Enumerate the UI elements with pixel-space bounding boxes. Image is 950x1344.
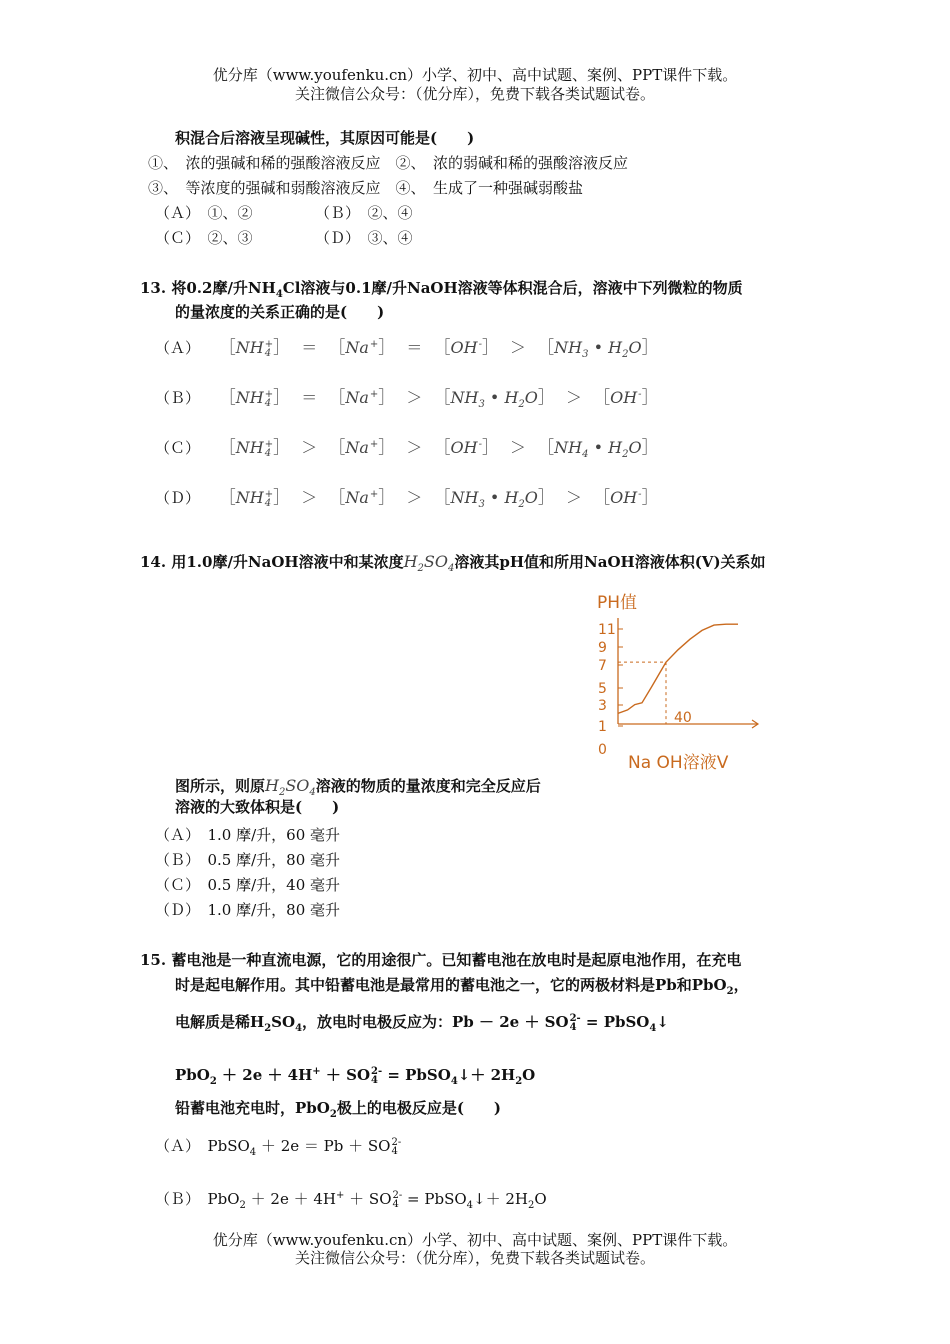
q13-stem-line-2: 的量浓度的关系正确的是( ) [175, 303, 385, 321]
q13-stem-part-b: Cl溶液与0.1摩/升NaOH溶液等体积混合后，溶液中下列微粒的物质 [282, 279, 743, 297]
q12-option-row-2: ③、 等浓度的强碱和弱酸溶液反应 ④、 生成了一种强碱弱酸盐 [148, 179, 584, 197]
x-tick-label: 40 [674, 710, 692, 726]
q14-number: 14. [140, 553, 167, 571]
q13-stem-line-1 [140, 278, 743, 305]
footer-line-2: 关注微信公众号：（优分库），免费下载各类试题试卷。 [294, 1249, 655, 1267]
y-tick-label: 1 [598, 719, 607, 735]
header-line-1: 优分库（www.youfenku.cn）小学、初中、高中试题、案例、PPT课件下载。 [212, 66, 738, 84]
q12-option-row-1: ①、 浓的强碱和稀的强酸溶液反应 ②、 浓的弱碱和稀的强酸溶液反应 [148, 154, 629, 172]
q12-choice-c: （Ｃ） ②、③ [155, 229, 253, 247]
y-tick-label: 9 [598, 640, 607, 656]
q14-choice-d: （Ｄ） 1.0 摩/升，80 毫升 [155, 901, 341, 919]
q13-option-d: （Ｄ） ［NH + 4 ］ ＞ ［Na + ］ ＞ $[NH_3$ • $H_2O]$ ＞ ［OH - ］ [155, 488, 659, 511]
ph-titration-chart [590, 588, 770, 773]
footer-line-1: 优分库（www.youfenku.cn）小学、初中、高中试题、案例、PPT课件下载。 [212, 1231, 738, 1249]
y-tick-label: 3 [598, 698, 607, 714]
q13-option-a: （Ａ） ［NH + 4 ］ ＝ ［Na + ］ ＝ ［OH - ］ ＞ $[NH_3$ • $H_2O]$ [155, 338, 659, 361]
chart-title: PH值 [597, 593, 638, 613]
q14-choice-c: （Ｃ） 0.5 摩/升，40 毫升 [155, 876, 341, 894]
q14-stem-line-2: 图所示，则原$H_2SO_4$溶液的物质的量浓度和完全反应后 [175, 776, 541, 799]
q14-choice-b: （Ｂ） 0.5 摩/升，80 毫升 [155, 851, 341, 869]
q13-label-d: （Ｄ） [155, 489, 201, 507]
q13-stem-sub: 4 [275, 289, 283, 300]
q12-choice-b: （Ｂ） ②、④ [315, 204, 413, 222]
y-tick-label: 5 [598, 681, 607, 697]
q15-stem-line-1: 15. 蓄电池是一种直流电源，它的用途很广。已知蓄电池在放电时是起原电池作用，在充电 [140, 951, 742, 969]
y-tick-label: 0 [598, 742, 607, 758]
q15-choice-b: （Ｂ） PbO$_2$ ＋ 2e ＋ 4H+ ＋ SO 2- 4 = PbSO$_4$↓＋ $2H_2O$ [155, 1190, 547, 1211]
q15-discharge-equation-1: 电解质是稀$H_2SO_4$，放电时电极反应为：Pb － 2e ＋ SO 2- 4 = PbSO$_4$↓ [175, 1013, 669, 1034]
q12-choice-d: （Ｄ） ③、④ [315, 229, 413, 247]
q13-number: 13. [140, 279, 167, 297]
q15-stem-line-4: 铅蓄电池充电时，PbO$_2$极上的电极反应是( ) [175, 1099, 502, 1120]
q13-label-a: （Ａ） [155, 339, 201, 357]
q12-choice-a: （Ａ） ①、② [155, 204, 253, 222]
q14-stem-line-1: 14. 用1.0摩/升NaOH溶液中和某浓度$H_2SO_4$溶液其pH值和所用NaOH溶液体积(V)关系如 [140, 552, 766, 575]
q13-option-b: （Ｂ） ［NH + 4 ］ ＝ ［Na + ］ ＞ $[NH_3$ • $H_2O]$ ＞ ［OH - ］ [155, 388, 659, 411]
q15-choice-a: （Ａ） PbSO$_4$ ＋ 2e ＝ Pb ＋ SO 2- 4 [155, 1137, 402, 1158]
q15-stem-line-2: 时是起电解作用。其中铅蓄电池是最常用的蓄电池之一，它的两极材料是Pb和PbO$_2$， [175, 976, 749, 997]
q13-label-c: （Ｃ） [155, 439, 201, 457]
q12-stem: 积混合后溶液呈现碱性，其原因可能是( ) [175, 129, 475, 147]
q14-choice-a: （Ａ） 1.0 摩/升，60 毫升 [155, 826, 341, 844]
q15-number: 15. [140, 951, 167, 969]
y-tick-label: 11 [598, 622, 616, 638]
q13-label-b: （Ｂ） [155, 389, 201, 407]
q14-stem-line-3: 溶液的大致体积是( ) [175, 798, 340, 816]
chart-xlabel: Na OH溶液V [628, 753, 729, 773]
ph-curve [618, 624, 738, 713]
y-tick-label: 7 [598, 658, 607, 674]
header-line-2: 关注微信公众号：（优分库），免费下载各类试题试卷。 [294, 85, 655, 103]
q15-discharge-equation-2: PbO$_2$ ＋ 2e ＋ 4H+ ＋ SO 2- 4 = PbSO$_4$↓＋ $2H_2O$ [175, 1066, 536, 1087]
q13-option-c: （Ｃ） ［NH + 4 ］ ＞ ［Na + ］ ＞ ［OH - ］ ＞ $[NH_4$ • $H_2O]$ [155, 438, 659, 461]
q13-stem-part-a: 将0.2摩/升NH [171, 279, 276, 297]
